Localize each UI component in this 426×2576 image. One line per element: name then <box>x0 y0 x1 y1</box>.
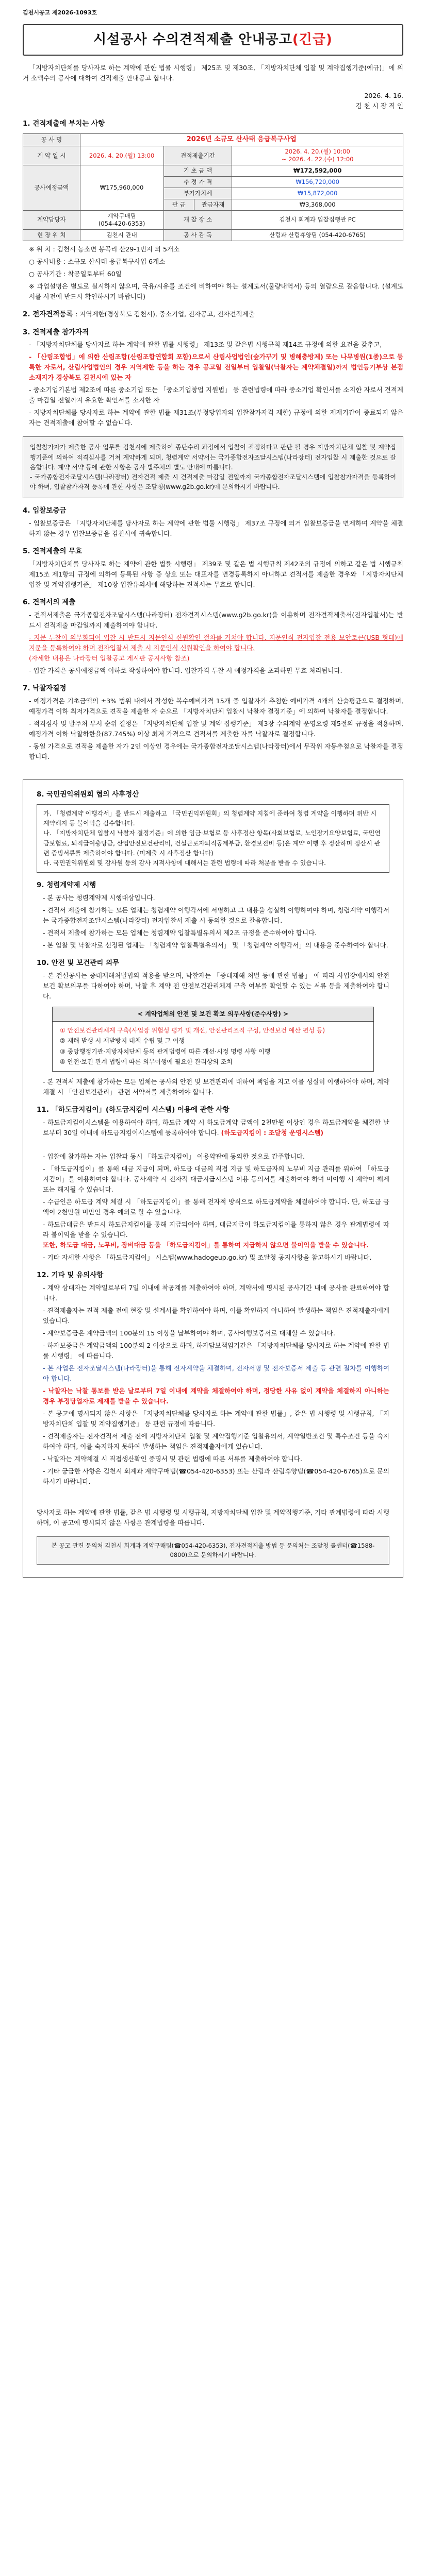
s11b-p1: - 입찰에 참가하는 자는 입찰과 동시 「하도급지킴이」 이용약관에 동의한 것으로 간주합니다. <box>43 1152 305 1160</box>
section-8-title: 8. 국민권익위원회 협의 사후정산 <box>37 790 139 799</box>
s12-item-3: - 계약보증금은 계약금액의 100분의 15 이상을 납부하여야 하며, 공사이행보증서로 대체할 수 있습니다. <box>43 1329 335 1337</box>
s11-p1a: - 하도급지킴이시스템을 이용하여야 하며, 하도급 계약 시 하도급계약 금액이 2천만원 이상인 경우 하도급계약을 체결한 날로부터 30일 이내에 하도급지킴이시스템에 등록하여야 합니다. <box>43 1118 389 1137</box>
s6-p2b: (자세한 내용은 나라장터 입찰공고 게시판 공지사항 참조) <box>29 654 190 663</box>
section-3-title: 3. 견적제출 참가자격 <box>23 328 89 336</box>
submit-period: 2026. 4. 20.(월) 10:00 ~ 2026. 4. 22.(수) 12:00 <box>232 146 403 165</box>
s4-text: - 입찰보증금은 「지방자치단체를 당사자로 하는 계약에 관한 법률 시행령」 제37조 규정에 의거 입찰보증금을 면제하며 계약을 체결하지 않는 경우 입찰보증금을 김천시에 귀속합니다. <box>29 519 403 538</box>
safety-duty-4: ④ 안전·보건 관계 법령에 따른 의무이행에 필요한 관리상의 조치 <box>60 1058 233 1066</box>
s11-p1b: (하도급지킴이 : 조달청 운영시스템) <box>221 1128 324 1137</box>
opening-place: 김천시 회계과 입찰집행관 PC <box>232 210 403 229</box>
amount-label: 공사예정금액 <box>23 165 80 211</box>
safety-duties-title: < 계약업체의 안전 및 보건 확보 의무사항(준수사항) > <box>53 1007 373 1022</box>
s12-item-7: - 낙찰자는 계약체결 시 직접생산확인 증명서 및 관련 법령에 따른 서류를 제출하여야 합니다. <box>43 1454 302 1463</box>
project-label: 공 사 명 <box>23 134 80 146</box>
document-number: 김천시공고 제2026-1093호 <box>23 9 97 16</box>
s12-item-5: - 본 공고에 명시되지 않은 사항은 「지방자치단체를 당사자로 하는 계약에 관한 법률」, 같은 법 시행령 및 시행규칙, 「지방자치단체 입찰 및 계약집행기준」 등 관련 규정에 따릅니다. <box>43 1409 389 1428</box>
s8-box-p3: 다. 국민권익위원회 및 감사원 등의 감사 지적사항에 대해서는 관련 법령에 따라 처분을 받을 수 있습니다. <box>43 859 326 867</box>
safety-duty-3: ③ 중앙행정기관·지방자치단체 등의 관계법령에 따른 개선·시정 명령 사항 이행 <box>60 1047 271 1055</box>
safety-duties-list <box>53 1022 373 1071</box>
s12-red-line-2: - 낙찰자는 낙찰 통보를 받은 날로부터 7일 이내에 계약을 체결하여야 하며, 정당한 사유 없이 계약을 체결하지 아니하는 경우 부정당업자로 제재를 받을 수 있습니다. <box>43 1386 389 1405</box>
s1-note-3: ○ 공사기간 : 착공일로부터 60일 <box>29 269 122 278</box>
s10-p2: - 본 견적서 제출에 참가하는 모든 업체는 공사의 안전 및 보건관리에 대하여 책임을 지고 이를 성실히 이행하여야 하며, 계약 체결 시 「안전보건관리」 관련 서약서를 제출하여야 합니다. <box>43 1077 389 1096</box>
conditions-box <box>23 779 403 1577</box>
s3-p2-text: - 「산림조합법」에 의한 산림조합(산림조합연합회 포함)으로서 산림사업법인(숲가꾸기 및 병해충방제) 또는 나무병원(1종)으로 등록한 자로서, 산림사업법인의 경우 지역제한 등을 하는 경우 공고일 전일부터 입찰일(낙찰자는 계약체결일)까지 법인등기부상 본점 소재지가 경상북도 김천시에 있는 자 <box>29 353 403 382</box>
s6-p2a: - 지문 투찰이 의무화되어 입찰 시 반드시 지문인식 신원확인 절차를 거쳐야 합니다. 지문인식 전자입찰 전용 보안토큰(USB 형태)에 지문을 등록하여야 하며 전자입찰서 제출 시 지문인식 신원확인을 하여야 합니다. <box>29 634 403 652</box>
site-location: 김천시 관내 <box>80 229 163 241</box>
opening-label: 개 찰 장 소 <box>163 210 232 229</box>
s3-p3: - 중소기업기본법 제2조에 따른 중소기업 또는 「중소기업창업 지원법」 등 관련법령에 따라 중소기업 확인서를 소지한 자로서 견적제출 마감일 전일까지 유효한 확인서를 소지한 자 <box>29 386 403 404</box>
contact-label: 계약담당자 <box>23 210 80 229</box>
period-label: 계 약 일 시 <box>23 146 80 165</box>
notice-box: 입찰참가자가 제출한 공사 업무를 김천시에 제출하여 종단수리 과정에서 입찰이 적정하다고 판단 될 경우 지방자치단체 입찰 및 계약집행기준에 의하여 적격심사를 거쳐 계약하게 되며, 청렴계약 서약서는 국가종합전자조달시스템(나라장터) 전자입찰 시 제출한 것으로 갈음합니다. 계약 서약 등에 관한 사항은 공사 발주처의 별도 안내에 따릅니다. - 국가종합전자조달시스템(나라장터) 전자견적 제출 시 견적제출 마감일 전일까지 국가종합전자조달시스템에 입찰참가자격을 등록하여야 하며, 입찰참가자격 등록에 관한 사항은 조달청(www.g2b.go.kr)에 문의하시기 바랍니다. <box>23 436 403 498</box>
govt-amount: ₩3,368,000 <box>232 199 403 210</box>
section-9-title: 9. 청렴계약제 시행 <box>37 881 96 890</box>
section-2 <box>23 309 403 320</box>
govt-label: 관 급 <box>163 199 194 210</box>
s3-p4: - 지방자치단체를 당사자로 하는 계약에 관한 법률 제31조(부정당업자의 입찰참가자격 제한) 규정에 의한 제재기간이 종료되지 않은 자는 견적제출에 참여할 수 없습니다. <box>29 409 403 427</box>
s12-item-4: - 하자보증금은 계약금액의 100분의 2 이상으로 하며, 하자담보책임기간은 「지방자치단체를 당사자로 하는 계약에 관한 법률 시행령」 에 따릅니다. <box>43 1341 389 1360</box>
s11b-p4b: 또한, 하도급 대금, 노무비, 장비대금 등을 「하도급지킴이」를 통하여 지급하지 않으면 불이익을 받을 수 있습니다. <box>43 1241 369 1249</box>
contact-team: 계약구매팀 <box>107 212 136 219</box>
total-label: 기 초 금 액 <box>163 165 232 177</box>
base-amount: ₩172,592,000 <box>232 165 403 177</box>
safety-duty-2: ② 재해 발생 시 재발방지 대책 수립 및 그 이행 <box>60 1037 185 1045</box>
s6-p3: - 입찰 가격은 공사예정금액 이하로 작성하여야 합니다. 입찰가격 투찰 시 예정가격을 초과하면 무효 처리됩니다. <box>29 667 342 675</box>
section-10-title: 10. 안전 및 보건관리 의무 <box>37 959 120 968</box>
s9-p1: - 본 공사는 청렴계약제 시행대상입니다. <box>43 894 155 902</box>
s6-p2 <box>23 633 403 664</box>
section-12-title: 12. 기타 및 유의사항 <box>37 1270 104 1279</box>
supervisor-team: 산림과 산림휴양팀 <box>269 231 317 239</box>
submit-period-label: 견적제출기간 <box>163 146 232 165</box>
s11-p1 <box>37 1117 389 1138</box>
s5-text: 「지방자치단체를 당사자로 하는 계약에 관한 법률 시행령」 제39조 및 같은 법 시행규칙 제42조의 규정에 의하고 같은 법 시행규칙 제15조 제1항의 규정에 의하여 등록된 사항 중 상호 또는 대표자를 변경등록하지 아니하고 견적서를 제출한 경우와 「지방자치단체 입찰 및 계약집행기준」 제10장 입찰유의서에 해당하는 견적서는 무효로 합니다. <box>29 560 403 589</box>
s11b-p3: - 수급인은 하도급 계약 체결 시 「하도급지킴이」를 통해 전자적 방식으로 하도급계약을 체결하여야 합니다. 단, 하도급 금액이 2천만원 미만인 경우 예외로 할 수 있습니다. <box>43 1197 389 1216</box>
section-5-title: 5. 견적제출의 무효 <box>23 547 83 556</box>
s12-item-2: - 견적제출자는 견적 제출 전에 현장 및 설계서를 확인하여야 하며, 이를 확인하지 아니하여 발생하는 책임은 견적제출자에게 있습니다. <box>43 1306 389 1325</box>
section-7-title: 7. 낙찰자결정 <box>23 684 67 693</box>
section-11-title: 11. 「하도급지킴이」(하도급지킴이 시스템) 이용에 관한 사항 <box>37 1105 230 1114</box>
site-label: 현 장 위 치 <box>23 229 80 241</box>
contact-tel: (054-420-6353) <box>98 219 145 227</box>
s1-note-4: ※ 과업설명은 별도로 실시하지 않으며, 국유/시유를 조건에 비하여야 하는 설계도서(물량내역서) 등의 열람으로 갈음합니다. (설계도서를 사전에 반드시 확인하시기 바랍니다) <box>29 282 403 300</box>
contact-footnote: 본 공고 관련 문의처 김천시 회계과 계약구매팀(☎054-420-6353), 전자견적제출 방법 등 문의처는 조달청 콜센터(☎1588-0800)으로 문의하시기 바랍니다. <box>37 1536 389 1565</box>
s1-note-1: ※ 위 치 : 김천시 농소면 봉곡리 산29-1번지 외 5개소 <box>29 245 180 253</box>
s12-item-6: - 견적제출자는 전자견적서 제출 전에 지방자치단체 입찰 및 계약집행기준 입찰유의서, 계약일반조건 및 특수조건 등을 숙지하여야 하며, 이를 숙지하지 못하여 발생하는 책임은 견적제출자에게 있습니다. <box>43 1432 389 1450</box>
contract-date: 2026. 4. 20.(월) 13:00 <box>80 146 163 165</box>
issue-date: 2026. 4. 16. <box>364 92 403 100</box>
safety-duties-box <box>52 1007 374 1072</box>
section-2-title: 2. 전자견적등록 <box>23 310 73 318</box>
s8-box-p2-text: 나. 「지방자치단체 입찰시 낙찰자 결정기준」에 의한 임금·보험료 등 사후정산 항목(사회보험료, 노인장기요양보험료, 국민연금보험료, 퇴직급여충당금, 산업안전보건관리비, 건설근로자퇴직공제부금, 환경보전비 등)은 계약 이행 후 정산하며 정산시 관련 증빙서류를 제출하여야 합니다. (미제출 시 사후정산 합니다) <box>43 829 381 857</box>
s9-p3: - 견적서 제출에 참가하는 모든 업체는 청렴계약 입찰특별유의서 제2조 규정을 준수하여야 합니다. <box>43 929 317 937</box>
s7-p2: - 적격심사 및 발주처 부서 순위 결정은 「지방자치단체 입찰 및 계약 집행기준」 제3장 수의계약 운영요령 제5절의 규정을 적용하며, 예정가격 이하 낙찰하한율(87.745%) 이상 최저 가격으로 견적서를 제출한 자를 낙찰자로 결정합니다. <box>29 720 403 738</box>
supervisor-tel: (054-420-6765) <box>319 231 366 239</box>
page-title <box>23 24 403 56</box>
s12-item-1: - 계약 상대자는 계약일로부터 7일 이내에 착공계를 제출하여야 하며, 계약서에 명시된 공사기간 내에 공사를 완료하여야 합니다. <box>43 1283 389 1302</box>
supervisor-info <box>232 229 403 241</box>
contact-info <box>80 210 163 229</box>
closing-text: 당사자로 하는 계약에 관한 법률, 같은 법 시행령 및 시행규칙, 지방자치단체 입찰 및 계약집행기준, 기타 관계법령에 따라 시행하며, 이 공고에 명시되지 않은 사항은 관계법령을 따릅니다. <box>37 1508 389 1527</box>
govt-material-label: 관급자재 <box>194 199 232 210</box>
title-text: 시설공사 수의견적제출 안내공고 <box>93 32 292 48</box>
estimated-amount: ₩175,960,000 <box>80 165 163 211</box>
s8-box-p1: 가. 「청렴계약 이행각서」를 반드시 제출하고 「국민권익위원회」의 청렴계약 지침에 준하여 청렴 계약을 이행하며 위반 시 계약해지 등 불이익을 감수합니다. <box>43 809 377 827</box>
vat-amount: ₩15,872,000 <box>232 188 403 199</box>
project-info-table <box>23 133 403 241</box>
s10-p1: - 본 건설공사는 중대재해처벌법의 적용을 받으며, 낙찰자는 「중대재해 처벌 등에 관한 법률」 에 따라 사업장에서의 안전보건 확보의무를 다하여야 하며, 낙찰 후 계약 전 안전보건관리체계 구축 여부를 확인할 수 있는 서류 등을 제출하여야 합니다. <box>43 971 389 1000</box>
safety-duty-1: ① 안전보건관리체계 구축(사업장 위험성 평가 및 개선, 안전관리조직 구성, 안전보건 예산 편성 등) <box>60 1026 325 1034</box>
project-name: 2026년 소규모 산사태 응급복구사업 <box>80 134 403 146</box>
section-4-title: 4. 입찰보증금 <box>23 506 67 515</box>
s9-p4: - 본 입찰 및 낙찰자로 선정된 업체는 「청렴계약 입찰특별유의서」 및 「청렴계약 이행각서」의 내용을 준수하여야 합니다. <box>43 941 388 950</box>
section-1-title: 1. 견적제출에 부치는 사항 <box>23 120 105 128</box>
s11b-p4a: - 하도급대금은 반드시 하도급지킴이를 통해 지급되어야 하며, 대금지급이 하도급지킴이를 통하지 않은 경우 관계법령에 따라 불이익을 받을 수 있습니다. <box>43 1220 389 1239</box>
issue-info <box>23 91 403 111</box>
urgent-badge: (긴급) <box>292 32 333 48</box>
s12-red-line-1: - 본 사업은 전자조달시스템(나라장터)을 통해 전자계약을 체결하며, 전자서명 및 전자보증서 제출 등 관련 절차를 이행하여야 합니다. <box>43 1364 389 1382</box>
s6-p1: - 견적서제출은 국가종합전자조달시스템(나라장터) 전자견적시스템(www.g2b.go.kr)을 이용하며 전자견적제출서(전자입찰서)는 반드시 견적제출 마감일까지 제출하여야 합니다. <box>29 611 403 630</box>
vat-label: 부가가치세 <box>163 188 232 199</box>
s1-note-2: ○ 공사내용 : 소규모 산사태 응급복구사업 6개소 <box>29 257 166 265</box>
s7-p3: - 동일 가격으로 견적을 제출한 자가 2인 이상인 경우에는 국가종합전자조달시스템(나라장터)에서 무작위 자동추첨으로 낙찰자를 결정합니다. <box>29 742 403 761</box>
s3-p2 <box>23 352 403 383</box>
estimated-price: ₩156,720,000 <box>232 176 403 188</box>
anticorruption-box <box>37 804 389 873</box>
s11b-p5: - 기타 자세한 사항은 「하도급지킴이」 시스템(www.hadogeup.go.kr) 및 조달청 공지사항을 참고하시기 바랍니다. <box>43 1253 372 1261</box>
supervisor-label: 공 사 감 독 <box>163 229 232 241</box>
section-2-text: : 지역제한(경상북도 김천시), 중소기업, 전자공고, 전자견적제출 <box>75 310 255 318</box>
intro-paragraph: 「지방자치단체를 당사자로 하는 계약에 관한 법률 시행령」 제25조 및 제30조, 「지방자치단체 입찰 및 계약집행기준(예규)」에 의거 소액수의 공사에 대하여 견적제출 안내공고 합니다. <box>23 64 403 82</box>
s12-item-8: - 기타 궁금한 사항은 김천시 회계과 계약구매팀(☎054-420-6353) 또는 산림과 산림휴양팀(☎054-420-6765)으로 문의하시기 바랍니다. <box>43 1467 389 1485</box>
s7-p1: - 예정가격은 기초금액의 ±3% 범위 내에서 작성한 복수예비가격 15개 중 입찰자가 추첨한 예비가격 4개의 산술평균으로 결정하며, 예정가격 이하 최저가격으로 견적을 제출한 자 순으로 「지방자치단체 입찰시 낙찰자 결정기준」에 의하여 낙찰자를 결정합니다. <box>29 697 403 716</box>
s11b-p2: - 「하도급지킴이」를 통해 대금 지급이 되며, 하도급 대금의 직접 지급 및 하도급자의 노무비 지급 관리를 위하여 「하도급지킴이」를 이용하여야 합니다. 공사계약 시 전자적 대금지급시스템 이용 동의서를 제출하여야 하며 미이행 시 계약이 해제 또는 해지될 수 있습니다. <box>43 1164 389 1193</box>
section-6-title: 6. 견적서의 제출 <box>23 598 76 607</box>
s11b-p4 <box>37 1219 389 1250</box>
s9-p2: - 견적서 제출에 참가하는 모든 업체는 청렴계약 이행각서에 서명하고 그 내용을 성실히 이행하여야 하며, 청렴계약 이행각서는 국가종합전자조달시스템(나라장터) 전자입찰서 제출 시 동의한 것으로 갈음합니다. <box>43 906 389 925</box>
issuer: 김 천 시 장 직 인 <box>355 102 403 110</box>
s3-p1: - 「지방자치단체를 당사자로 하는 계약에 관한 법률 시행령」 제13조 및 같은법 시행규칙 제14조 규정에 의한 요건을 갖추고, <box>29 341 382 349</box>
s8-box-p2 <box>43 828 383 858</box>
supply-label: 추 정 가 격 <box>163 176 232 188</box>
